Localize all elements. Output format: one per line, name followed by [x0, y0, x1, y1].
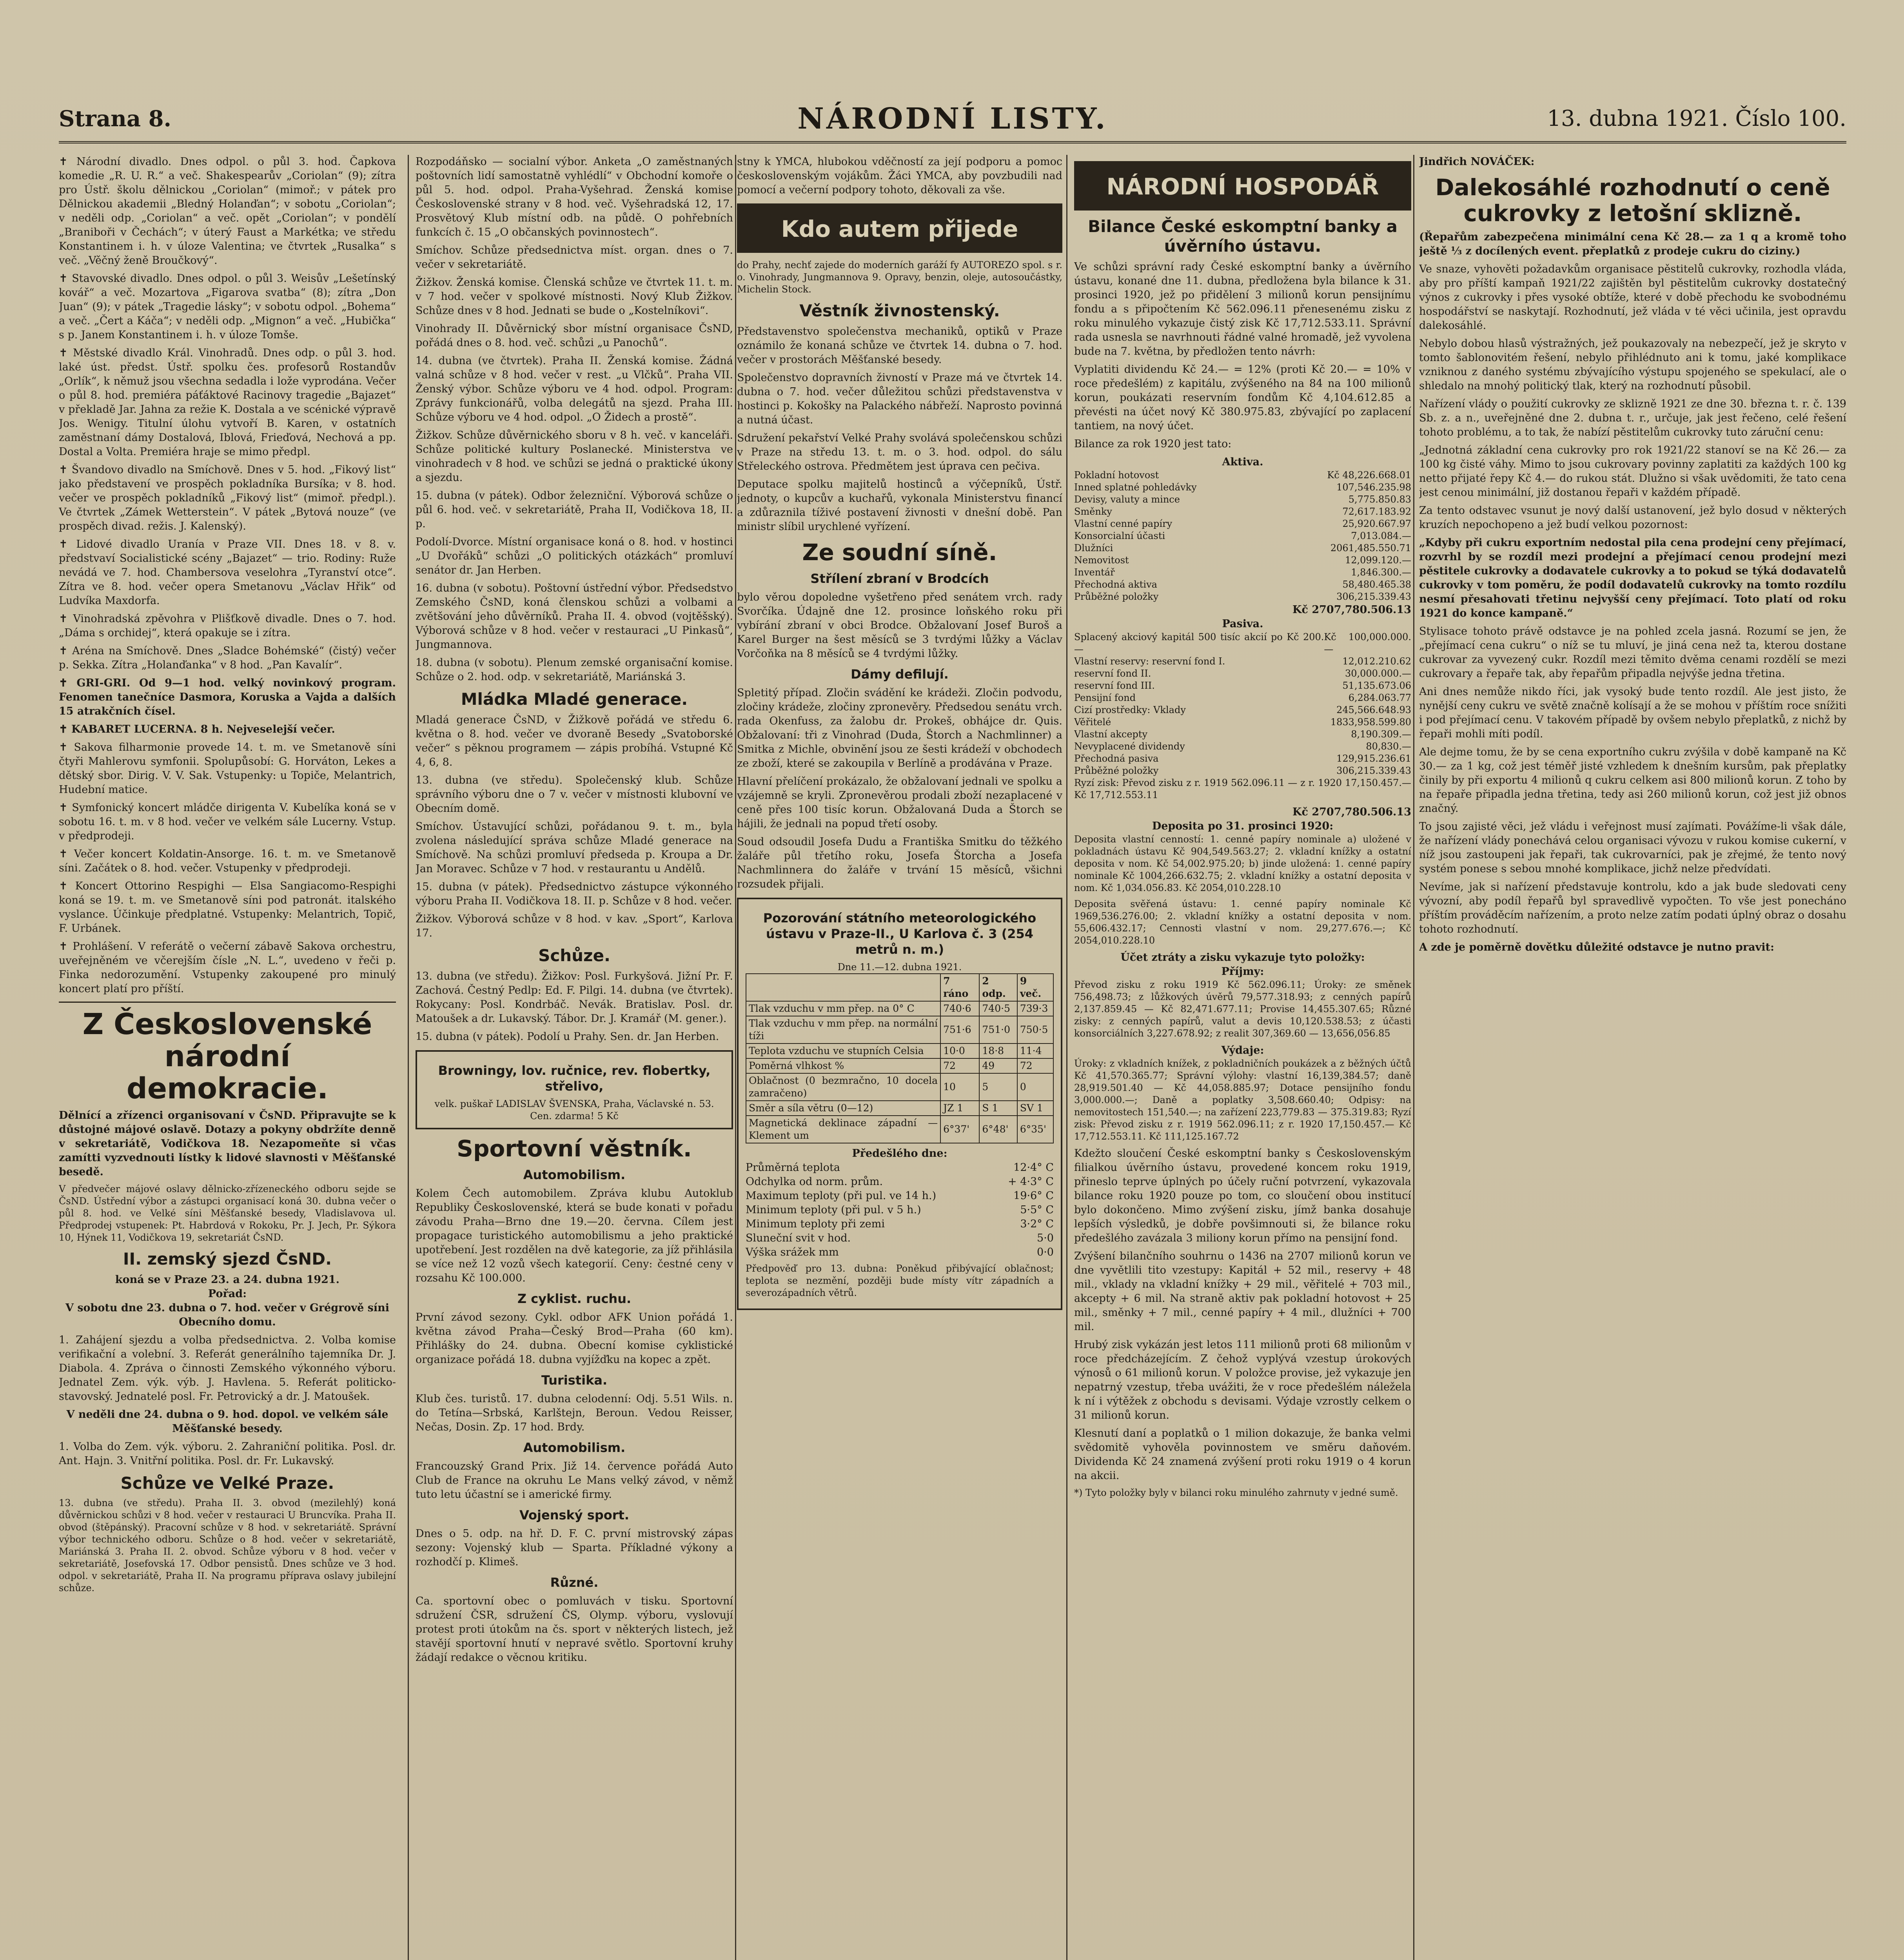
deposita-title: Deposita po 31. prosinci 1920:	[1152, 820, 1334, 832]
sport-turistika-text: Klub čes. turistů. 17. dubna celodenní: Odj. 5.51 Wils. n. do Tetína—Srbská, Karlštejn, Beroun. Vedou Reisser, Nečas, Dosin. Zp. 17 hod. Brdy.	[416, 1393, 733, 1433]
balance-value: Kč 100,000.000.—	[1324, 632, 1411, 655]
weather-date: Dne 11.—12. dubna 1921.	[837, 962, 962, 973]
article-paragraph: Ani dnes nemůže nikdo říci, jak vysoký bude tento rozdíl. Ale jest jisto, že nynější ceny cukru ve světě značně kolísají a že se mohou v příštím roce snížiti i pod přejímací cenu. V takovém případě by ovšem nebylo přeplatků, z nichž by řepaři mohli míti podíl.	[1419, 686, 1846, 740]
table-row	[1074, 655, 1411, 668]
weather-box	[737, 898, 1062, 1310]
notice-smichov-2: Smíchov. Ústavující schůzi, pořádanou 9. t. m., byla zvolena následující správa schůze Mladé generace na Smíchově. Na schůzi promluví předseda p. Kroupa a Dr. Jan Moravec. Schůze v 7 hod. v restaurantu u Andělů.	[416, 820, 733, 875]
weather-cell: 10	[940, 1073, 979, 1101]
weather-cell: 5	[979, 1073, 1017, 1101]
weather-cell: SV 1	[1017, 1101, 1053, 1116]
congress-sunday: V neděli dne 24. dubna o 9. hod. dopol. ve velkém sále Měšťanské besedy.	[66, 1408, 388, 1435]
sport-ruzne: Různé.	[550, 1575, 599, 1590]
column-economy	[1074, 155, 1411, 1960]
weather-label: Maximum teploty (při pul. ve 14 h.)	[746, 1190, 937, 1202]
weather-cell: 49	[979, 1058, 1017, 1073]
table-row	[1074, 481, 1411, 494]
aktiva-total: Kč 2707,780.506.13	[1292, 604, 1411, 616]
weather-value: 5·0	[1037, 1232, 1054, 1244]
weather-cell: 740·5	[979, 1001, 1017, 1016]
balance-value: 72,617.183.92	[1342, 506, 1411, 517]
footnote: *) Tyto položky byly v bilanci roku minulého zahrnuty v jedné sumě.	[1074, 1487, 1398, 1498]
weather-cell: 750·5	[1017, 1016, 1053, 1044]
ryzi-zisk: Ryzí zisk: Převod zisku z r. 1919 562.096.11 — z r. 1920 17,150.457.— Kč 17,712.553.11	[1074, 777, 1411, 800]
article-quote: „Jednotná základní cena cukrovky pro rok 1921/22 stanoví se na Kč 26.— za 100 kg čisté váhy. Mimo to jsou cukrovary povinny zaplatiti za každých 100 kg netto přijaté řepy Kč 4.— do rukou stát. Dlužno si však uvědomiti, že tato cena jest cenou minimální, již dostanou řepaři v každém případě.	[1419, 444, 1846, 499]
date-issue: 13. dubna 1921. Číslo 100.	[1547, 106, 1846, 131]
weather-cell: 751·6	[940, 1016, 979, 1044]
weather-previous-title: Předešlého dne:	[852, 1147, 947, 1160]
weather-forecast: Předpověď pro 13. dubna: Poněkud přibývající oblačnost; teplota se nezmění, později bude místy vítr západních a severozápadních větrů.	[746, 1263, 1054, 1298]
bank-balance-title: Bilance České eskomptní banky a úvěrního ústavu.	[1088, 217, 1398, 256]
sport-cyklist: Z cyklist. ruchu.	[517, 1291, 632, 1306]
sport-automobilism: Automobilism.	[523, 1167, 626, 1182]
weather-cell: Tlak vzduchu v mm přep. na normální tíži	[746, 1016, 940, 1044]
ad-autorezo-text: do Prahy, nechť zajede do moderních garáží fy AUTOREZO spol. s r. o. Vinohrady, Jungmannova 9. Opravy, benzin, oleje, autosoučástky, Michelin Stock.	[737, 260, 1062, 295]
article-vinohradska-zpevohra: ✝ Vinohradská zpěvohra v Plišťkově divadle. Dnes o 7. hod. „Dáma s orchidej“, která opakuje se i zítra.	[59, 613, 396, 639]
congress-subtitle: koná se v Praze 23. a 24. dubna 1921.	[115, 1274, 340, 1286]
table-row	[1074, 753, 1411, 765]
weather-cell: 18·8	[979, 1044, 1017, 1058]
article-lidove-divadlo: ✝ Lidové divadlo Uranía v Praze VII. Dnes 18. v 8. v. předstvaví Socialistické scény „Bajazet“ — trio. Rodiny: Ruže nevádá ve 7. hod. Chambersova veselohra „Tyranství otce“. Zítra ve 8. hod. večer opera Smetanovu „Václav Hřik“ od Ludvíka Maxdorfa.	[59, 538, 396, 607]
table-row	[1074, 579, 1411, 591]
congress-sunday-items: 1. Volba do Zem. výk. výboru. 2. Zahraniční politika. Posl. dr. Ant. Hajn. 3. Vnitřní politika. Posl. dr. Fr. Lukavský.	[59, 1441, 396, 1467]
weather-label: Odchylka od norm. prům.	[746, 1176, 883, 1188]
ad-autorezo	[737, 203, 1062, 253]
bank-commentary-3: Hrubý zisk vykázán jest letos 111 milionů proti 68 milionům v roce předcházejícím. Z čehož vyplývá vzestup úrokových výnosů o 61 milionů korun. V položce provise, jež vykazuje jen nepatrný vzestup, třeba uvážiti, že v roce předešlém náležela k ní i výtěžek z obchodu s devisami. Výdaje vzrostly celkem o 31 milionů korun.	[1074, 1339, 1411, 1421]
notice-smichov: Smíchov. Schůze předsednictva míst. organ. dnes o 7. večer v sekretariátě.	[416, 244, 733, 270]
schuze-title: Schůze ve Velké Praze.	[120, 1474, 334, 1493]
vydaje-title: Výdaje:	[1221, 1044, 1264, 1056]
column-theatre-party	[59, 155, 396, 1960]
table-row	[1074, 668, 1411, 680]
balance-label: Průběžné položky	[1074, 765, 1159, 776]
balance-label: Vlastní cenné papíry	[1074, 518, 1173, 529]
article-paragraph: Za tento odstavec vsunut je nový další ustanovení, jež bylo dosud v některých kruzích nepochopeno a jež budí velkou pozornost:	[1419, 505, 1846, 531]
weather-cell: S 1	[979, 1101, 1017, 1116]
balance-label: Inventář	[1074, 567, 1115, 578]
list-item	[746, 1175, 1054, 1189]
notice-plenum: 18. dubna (v sobotu). Plenum zemské organisační komise. Schůze o 2. hod. odp. v sekretariátě, Mariánská 3.	[416, 657, 733, 683]
ymca-text: stny k YMCA, hlubokou vděčností za její podporu a pomoc československým vojákům. Žáci YMCA, aby povzbudili nad pomocí a večerní podpory tohoto, děkovali za vše.	[737, 156, 1062, 196]
list-item	[746, 1217, 1054, 1231]
csnd-notice: Dělnící a zřízenci organisovaní v ČsND. Připravujte se k důstojné májové oslavě. Dotazy a pokyny obdržíte denně v sekretariátě, Vodičkova 18. Nezapomeňte si včas zamítti vyzvednouti lístky k lidové slavnosti v Měšťanské besedě.	[59, 1109, 396, 1178]
pasiva-title: Pasiva.	[1222, 618, 1263, 630]
weather-label: Průměrná teplota	[746, 1161, 840, 1174]
aktiva-title: Aktiva.	[1222, 456, 1263, 468]
column-party-sport	[416, 155, 733, 1960]
notice-rozpodansko: Rozpodáňsko — socialní výbor. Anketa „O zaměstnaných poštovních lidí samostatně vyhlédlí“ v Obchodní komoře o půl 5. hod. odpol. Praha-Vyšehrad. Ženská komise Československé strany v 8 hod. več. Vyšehradská 12, 17. Prosvětový Klub místní odb. na půdě. O pohřebních funkcích č. 15 „O občanských povinnostech“.	[416, 156, 733, 238]
weather-value: 0·0	[1037, 1246, 1054, 1258]
balance-label: Splacený akciový kapitál 500 tisíc akcií po Kč 200.—	[1074, 632, 1324, 655]
article-narodni-divadlo: ✝ Národní divadlo. Dnes odpol. o půl 3. hod. Čapkova komedie „R. U. R.“ a več. Shakespearův „Coriolan“ (9); zítra pro Ústř. školu dělnickou „Coriolan“ (mimoř.; v pátek pro Dělnickou akademii „Bledný Holanďan“; v sobotu „Coriolan“; v neděli odp. „Coriolan“ a več. opět „Coriolan“; v pondělí „Braniboři v Čechách“; v úterý Faust a Markétka; ve středu Konstantinem i. h. v úloze Valentina; ve čtvrtek „Rusalka“ s več. „Věčný ženě Broučkový“.	[59, 156, 396, 267]
prijmy-text: Převod zisku z roku 1919 Kč 562.096.11; Úroky: ze směnek 756,498.73; z lůžkových úvěrů 79,577.318.93; z cenných papírů 2,137.859.45 — Kč 82,471.677.11; Provise 14,455.307.65; Různé zisky: z cenných papírů, valut a devis 10,120.538.53; z účasti konsorciálních 3,227.678.92; z realit 307,369.60 — 13,656,056.85	[1074, 979, 1411, 1039]
weather-cell: 739·3	[1017, 1001, 1053, 1016]
balance-value: 7,013.084.—	[1351, 530, 1411, 541]
column-trade-court-weather	[737, 155, 1062, 1960]
weather-cell: 10·0	[940, 1044, 979, 1058]
bank-commentary-4: Klesnutí daní a poplatků o 1 milion dokazuje, že banka velmi svědomitě vyhověla povinnostem ve směru daňovém. Dividenda Kč 24 znamená zvýšení proti roku 1919 o 4 korun na akcii.	[1074, 1427, 1411, 1482]
bank-dividend: Vyplatiti dividendu Kč 24.— = 12% (proti Kč 20.— = 10% v roce předešlém) z kapitálu, zvýšeného na 84 na 100 milionů korun, poukázati reservním fondům Kč 4,104.612.85 a převésti na účet nový Kč 380.975.83, zbývající po zaplacení tantiem, na nový účet.	[1074, 363, 1411, 432]
article-paragraph: Nařízení vlády o použití cukrovky ze sklizně 1921 ze dne 30. března t. r. č. 139 Sb. z. a n., uveřejněné dne 2. dubna t. r., určuje, jak jest řečeno, celé řešení tohoto problému, a to tak, že nabízí pěstitelům cukrovky tuto záruční cenu:	[1419, 398, 1846, 438]
weather-cell: JZ 1	[940, 1101, 979, 1116]
program-label: Pořad:	[208, 1288, 247, 1300]
weather-cell: Tlak vzduchu v mm přep. na 0° C	[746, 1001, 940, 1016]
mlada-generace-title: Mládka Mladé generace.	[461, 690, 688, 709]
balance-value: 25,920.667.97	[1342, 518, 1411, 529]
section-title-csnd: Z Československé národní demokracie.	[82, 1007, 372, 1105]
table-row	[1074, 704, 1411, 716]
table-row	[746, 1116, 1053, 1143]
deposita-text-2: Deposita svěřená ústavu: 1. cenné papíry nominale Kč 1969,536.276.00; 2. vkladní knížky a ostatní deposita v nom. 55,606.432.17; Cennosti vlastní v nom. 29,277.676.—; Kč 2054,010.228.10	[1074, 898, 1411, 946]
table-row	[1074, 692, 1411, 704]
weather-cell: Magnetická deklinace západní — Klement um	[746, 1116, 940, 1143]
ad-browningy-text: velk. puškař LADISLAV ŠVENSKA, Praha, Václavské n. 53. Cen. zdarma! 5 Kč	[434, 1098, 714, 1122]
table-row	[1074, 506, 1411, 518]
prijmy-title: Příjmy:	[1221, 965, 1264, 978]
page-number: Strana 8.	[59, 106, 172, 132]
balance-label: Cizí prostředky: Vklady	[1074, 704, 1186, 715]
balance-value: 107,546.235.98	[1336, 482, 1411, 493]
article-symfonicky-koncert: ✝ Symfonický koncert mládče dirigenta V. Kubelíka koná se v sobotu 16. t. m. v 8 hod. večer ve velkém sále Lucerny. Vstup. v předprodeji.	[59, 802, 396, 842]
balance-value: 306,215.339.43	[1336, 765, 1411, 776]
sport-ruzne-text: Ca. sportovní obec o pomluvách v tisku. Sportovní sdružení ČSR, sdružení ČS, Olymp. výboru, vyslovují protest proti útokům na čs. sport v některých listech, jež stavějí sportovní hnutí v nepravé světlo. Sportovní kruhy žádají redakce o věcnou kritiku.	[416, 1595, 733, 1664]
weather-cell: Oblačnost (0 bezmračno, 10 docela zamračeno)	[746, 1073, 940, 1101]
weather-cell: 72	[940, 1058, 979, 1073]
ad-browningy	[416, 1050, 733, 1129]
bank-commentary-1: Kdežto sloučení České eskomptní banky s Československým filialkou úvěrního ústavu, provedené koncem roku 1919, přineslo teprve úplných po účely ruční potvrzení, vykazovala bilance roku 1920 pouze po tom, co sloučení obou institucí bylo dokončeno. Mimo zvýšení zisku, jímž banka dosahuje lepších výsledků, je dobře povšimnouti si, že bilance roku předešlého zavázala 3 miliony korun přímo na pensijní fond.	[1074, 1147, 1411, 1244]
balance-label: Nevyplacené dividendy	[1074, 741, 1185, 752]
article-stavovske-divadlo: ✝ Stavovské divadlo. Dnes odpol. o půl 3. Weisův „Lešetínský kovář“ a več. Mozartova „Figarova svatba“ (8); zítra „Don Juan“ (9); v pátek „Tragedie lásky“; v sobotu odpol. „Bohema“ a več. „Čert a Káča“; v neděli odp. „Mignon“ a več. „Hubička“ s p. Janem Konstantinem i. h. v úloze Tomše.	[59, 272, 396, 341]
weather-cell: 6°48'	[979, 1116, 1017, 1143]
balance-label: Devisy, valuty a mince	[1074, 494, 1180, 505]
column-rule	[735, 155, 736, 1960]
weather-cell: 6°35'	[1017, 1116, 1053, 1143]
list-item	[746, 1203, 1054, 1217]
vestnik-mechanici: Představenstvo společenstva mechaniků, optiků v Praze oznámilo že konaná schůze ve čtvrtek 14. dubna o 7. hod. večer v prostorách Měšťanské besedy.	[737, 325, 1062, 366]
table-row	[1074, 631, 1411, 655]
balance-value: 12,099.120.—	[1345, 555, 1411, 566]
table-row	[746, 1101, 1053, 1116]
deposita-text: Deposita vlastní cenností: 1. cenné papíry nominale a) uložené v pokladnách ústavu Kč 904,549.563.27; 2. vkladní knížky a ostatní deposita v nom. Kč 54,002.975.20; b) jinde uložená: 1. cenné papíry nominale Kč 1004,266.632.75; 2. vkladní knížky a ostatní deposita v nom. Kč 1,034.056.83. Kč 2054,010.228.10	[1074, 834, 1411, 893]
article-paragraph: Nebylo dobou hlasů výstražných, jež poukazovaly na nebezpečí, jež je skryto v tomto šablonovitém řešení, nebylo přihlédnuto ani k tomu, jaké komplikace vzniknou z daného systému zbývajícího výstupu spojeného se spekulací, ale o shledalo na mnohý politický tlak, který na rozhodnutí působil.	[1419, 338, 1846, 392]
balance-label: Dlužníci	[1074, 543, 1113, 554]
weather-col-head: 9 več.	[1017, 974, 1053, 1001]
weather-cell: 6°37'	[940, 1116, 979, 1143]
table-row	[1074, 494, 1411, 506]
soud-subtitle: Střílení zbraní v Brodcích	[810, 571, 989, 586]
ad-browningy-title: Browningy, lov. ručnice, rev. flobertky, střelivo,	[438, 1063, 711, 1094]
article-paragraph: Stylisace tohoto právě odstavce je na pohled zcela jasná. Rozumí se jen, že „přejímací cena cukru“ o níž se tu mluví, je jiná cena než ta, kterou dostane cukrovar za vyvezený cukr. Rozdíl mezi těmito dvěma cenami rozdělí se mezi cukrovary a řepaře tak, aby řepařům připadla nejvýše jedna třetina.	[1419, 625, 1846, 680]
notice-mlada-generace: Mladá generace ČsND, v Žižkově pořádá ve středu 6. května o 8. hod. večer ve dvoraně Besedy „Svatoborské večer“ s pěknou programem — zápis probíhá. Vstupné Kč 4, 6, 8.	[416, 714, 733, 768]
balance-value: 80,830.—	[1366, 741, 1411, 752]
notice-16-dubna: 16. dubna (v sobotu). Poštovní ústřední výbor. Předsedstvo Zemského ČsND, koná členskou schůzi a volbami a zvětšování jeho důvěrníků. Praha II. 4. obvod (vojtěšský). Výborová schůze v 8 hod. večer v restauraci „U Pinkasů“, Jungmannova.	[416, 582, 733, 651]
balance-label: Vlastní akcepty	[1074, 729, 1148, 740]
balance-value: 306,215.339.43	[1336, 591, 1411, 602]
balance-value: 8,190.309.—	[1351, 729, 1411, 740]
damy-title: Dámy defilují.	[851, 667, 949, 682]
notice-podoli: Podolí-Dvorce. Místní organisace koná o 8. hod. v hostinci „U Dvořáků“ schůzi „O politických otázkách“ promluví senátor dr. Jan Herben.	[416, 536, 733, 576]
balance-label: Nemovitost	[1074, 555, 1129, 566]
table-row	[1074, 728, 1411, 740]
weather-cell: 0	[1017, 1073, 1053, 1101]
ad-autorezo-title: Kdo autem přijede	[781, 216, 1018, 242]
balance-label: Průběžné položky	[1074, 591, 1159, 602]
weather-cell: 740·6	[940, 1001, 979, 1016]
weather-table	[746, 973, 1054, 1143]
table-row	[1074, 765, 1411, 777]
table-row	[1074, 542, 1411, 554]
balance-value: 5,775.850.83	[1348, 494, 1411, 505]
notice-15-dubna: 15. dubna (v pátek). Odbor železniční. Výborová schůze o půl 6. hod. več. v sekretariátě, Praha II, Vodičkova 18, II. p.	[416, 490, 733, 530]
article-koncert-ansorge: ✝ Večer koncert Koldatin-Ansorge. 16. t. m. ve Smetanově síni. Začátek o 8. hod. večer. Vstupenky v předprodeji.	[59, 848, 396, 874]
table-row	[746, 1016, 1053, 1044]
article-paragraph: Ale dejme tomu, že by se cena exportního cukru zvýšila v době kampaně na Kč 30.— za 1 kg, což jest téměř jisté vzhledem k dnešním kursům, pak přeplatky činily by při exportu 4 milionů q cukru celkem asi 800 milionů korun. Z toho by na řepaře připadla jedna třetina, tedy asi 260 milionů korun, což jest již obnos značný.	[1419, 746, 1846, 815]
article-svandovo-divadlo: ✝ Švandovo divadlo na Smíchově. Dnes v 5. hod. „Fikový list“ jako představení ve prospěch pokladníka Bursíka; v 8. hod. večer ve prospěch pokladníků „Fikový list“ (mimoř. předpl.). Ve čtvrtek „Zámek Wetterstein“. V pátek „Bytová nouze“ (ve prospěch divad. režis. J. Kalenský).	[59, 464, 396, 532]
column-rule	[1066, 155, 1067, 1960]
table-row	[1074, 469, 1411, 481]
table-row	[746, 1044, 1053, 1058]
vydaje-text: Úroky: z vkladních knížek, z pokladničních poukázek a z běžných účtů Kč 41,570.365.77; Správní výlohy: vlastní 16,139,384.57; daně 28,919.501.40 — Kč 44,058.885.97; Dotace pensijního fondu 3,000.000.—; Daně a poplatky 3,508.660.40; Odpisy: na nemovitostech 151,540.—; na zařízení 223,779.83 — 375.319.83; Ryzí zisk: Převod zisku z r. 1919 562.096.11; z r. 1920 17,150.457.— Kč 17,712.553.11. Kč 111,125.167.72	[1074, 1058, 1411, 1142]
vestnik-pekari: Sdružení pekařství Velké Prahy svolává společenskou schůzi v Praze na středu 13. t. m. o 3. hod. odpol. do sálu Střeleckého ostrova. Předmětem jest úprava cen pečiva.	[737, 432, 1062, 472]
ucet-title: Účet ztráty a zisku vykazuje tyto položky:	[1120, 951, 1365, 964]
soud-brodce: bylo věrou dopoledne vyšetřeno před senátem vrch. rady Svorčíka. Údajně dne 12. prosince loňského roku při vybírání zbraní v obci Brodce. Obžalovaní Josef Buroš a Karel Burger na šest měsíců se 3 tvrdými lůžky a Václav Vorčoňka na 8 měsíců se 4 tvrdými lůžky.	[737, 591, 1062, 660]
article-paragraph: A zde je poměrně dovětku důležité odstavce je nutno pravit:	[1419, 941, 1774, 953]
table-row	[1074, 530, 1411, 542]
article-quote-bold: „Kdyby při cukru exportním nedostal pila cena prodejní ceny přejímací, rozvrhl by se rozdíl mezi prodejní a přejímací cenou prodejní mezi pěstitele cukrovky a dodavatele cukrovky a to pokud se týká dodavatelů cukrovky v tom poměru, že podíl dodavatelů cukrovky na tomto rozdílu nesmí přesahovati třetinu nejvyšší ceny přejímací. Toto platí od roku 1921 do konce kampaně.“	[1419, 537, 1846, 619]
weather-label: Minimum teploty (při pul. v 5 h.)	[746, 1204, 921, 1216]
notice-14-dubna: 14. dubna (ve čtvrtek). Praha II. Ženská komise. Žádná valná schůze v 8 hod. večer v rest. „u Vlčků“. Praha VII. Ženský výbor. Schůze výboru ve 4 hod. odpol. Program: Zprávy funkcionářů, volba delegátů na sjezd. Praha III. Schůze výboru ve 4 hod. odpol. „O Židech a prostě“.	[416, 355, 733, 423]
notice-vinohrady: Vinohrady II. Důvěrnický sbor místní organisace ČsND, pořádá dnes o 8. hod. več. schůzi „u Panochů“.	[416, 323, 733, 349]
damy-text-3: Soud odsoudil Josefa Dudu a Františka Smitku do těžkého žaláře půl třetího roku, Josefa Štorcha a Josefa Nachmlinnera do žaláře v trvání 15 měsíců, všichni rozsudek přijali.	[737, 836, 1062, 890]
sport-vojensky-text: Dnes o 5. odp. na hř. D. F. C. první mistrovský zápas sezony: Vojenský klub — Sparta. Příkladné výkony a rozhodčí p. Klimeš.	[416, 1528, 733, 1568]
table-row	[1074, 566, 1411, 579]
vestnik-doprava: Společenstvo dopravních živností v Praze má ve čtvrtek 14. dubna o 7. hod. večer důležitou schůzi představenstva v hostinci p. Kokošky na Palackého nábřeží. Naprosto povinná a nutná účast.	[737, 372, 1062, 426]
balance-label: Přechodná aktiva	[1074, 579, 1157, 590]
congress-title: II. zemský sjezd ČsND.	[123, 1249, 332, 1269]
balance-value: 12,012.210.62	[1342, 656, 1411, 667]
weather-value: 3·2° C	[1020, 1218, 1054, 1230]
weather-cell: 751·0	[979, 1016, 1017, 1044]
balance-value: 6,284.063.77	[1348, 692, 1411, 703]
weather-col-head: 7 ráno	[940, 974, 979, 1001]
weather-cell: 11·4	[1017, 1044, 1053, 1058]
balance-value: 51,135.673.06	[1342, 680, 1411, 691]
schuze-list: 13. dubna (ve středu). Praha II. 3. obvod (mezilehlý) koná důvěrnickou schůzi v 8 hod. večer v restauraci U Bruncvíka. Praha II. obvod (štěpánský). Pracovní schůze v 8 hod. v sekretariátě. Správní výbor technického odboru. Schůze o 8 hod. večer v sekretariátě, Mariánská 3. Praha II. 2. obvod. Schůze výboru v 8 hod. večer v sekretariátě, Josefovská 17. Odbor pensistů. Dnes schůze ve 3 hod. odpol. v sekretariátě, Praha II. Na programu příprava oslavy jubilejní schůze.	[59, 1497, 396, 1593]
weather-col-head	[746, 974, 940, 1001]
schuze-speakers: 13. dubna (ve středu). Žižkov: Posl. Furkyšová. Jižní Pr. F. Zachová. Čestný Pedlp: Ed. F. Pilgi. 14. dubna (ve čtvrtek). Rokycany: Posl. Kondrbáč. Nevák. Bratislav. Posl. dr. Matoušek a dr. Lukavský. Tábor. Dr. J. Kramář (M. gener.).	[416, 970, 733, 1025]
notice-predsednictvo: 15. dubna (v pátek). Předsednictvo zástupce výkonného výboru Praha II. Vodičkova 18. II. p. Schůze v 8 hod. večer.	[416, 881, 733, 907]
balance-label: Inned splatné pohledávky	[1074, 482, 1197, 493]
balance-value: Kč 48,226.668.01	[1327, 470, 1411, 481]
sport-automobilism-2: Automobilism.	[523, 1440, 626, 1455]
weather-cell: 72	[1017, 1058, 1053, 1073]
weather-col-head: 2 odp.	[979, 974, 1017, 1001]
weather-label: Výška srážek mm	[746, 1246, 839, 1258]
divider	[59, 1002, 396, 1003]
article-koncert-respighi: ✝ Koncert Ottorino Respighi — Elsa Sangiacomo-Respighi koná se 19. t. m. ve Smetanově síni pod patronát. italského vyslance. Účinkuje předplatné. Vstupenky: Melantrich, Topič, F. Urbánek.	[59, 880, 396, 935]
column-rule	[408, 155, 409, 1960]
article-prohlaseni: ✝ Prohlášení. V referátě o večerní zábavě Sakova orchestru, uveřejněném ve včerejším čísle „N. L.“, uvedeno v řeči p. Finka nedorozumění. Vstupenky zakoupené pro minulý koncert platí pro příští.	[59, 940, 396, 995]
table-row	[1074, 554, 1411, 566]
weather-cell: Poměrná vlhkost %	[746, 1058, 940, 1073]
article-paragraph: To jsou zajisté věci, jež vládu i veřejnost musí zajímati. Povážíme-li však dále, že nařízení vlády ponechává celou organisaci vývozu v rukou komise cukerní, v níž jsou zastoupeni jak řepaři, tak cukrovarníci, pak je zřejmé, že tento nový systém ponese s sebou mnohé komplikace, jichž nelze předvídati.	[1419, 820, 1846, 875]
weather-cell: Teplota vzduchu ve stupních Celsia	[746, 1044, 940, 1058]
newspaper-title: NÁRODNÍ LISTY.	[797, 102, 1108, 136]
schuze-title-2: Schůze.	[538, 946, 610, 965]
sport-kolem-cech: Kolem Čech automobilem. Zpráva klubu Autoklub Republiky Československé, která se bude konati v pořadu závodu Praha—Brno dne 19.—20. června. Cílem jest propagace turistického automobilismu a jeho praktické upotřebení. Jest rozdělen na dvě kategorie, za jíž přihlásila se více než 12 vozů všech kategorií. Ceny: čestné ceny v rozsahu Kč 100.000.	[416, 1187, 733, 1284]
notice-zizkov-3: Žižkov. Výborová schůze v 8 hod. v kav. „Sport“, Karlova 17.	[416, 913, 733, 939]
balance-label: Pokladní hotovost	[1074, 470, 1159, 481]
notice-zizkov: Žižkov. Ženská komise. Členská schůze ve čtvrtek 11. t. m. v 7 hod. večer v spolkové místnosti. Nový Klub Žižkov. Schůze dnes v 8 hod. Jednati se bude o „Kostelníkovi“.	[416, 276, 733, 317]
damy-text-1: Spletitý případ. Zločin svádění ke krádeži. Zločin podvodu, zločiny krádeže, zločiny zpronevěry. Předsedou senátu vrch. rada Okenfuss, za žalobu dr. Prokeš, obhájce dr. Quis. Obžalovaní: tři z Vinohrad (Duda, Štorch a Nachmlinner) a Smitka z Michle, obvinění jsou ze šesti krádeží v obchodech ze zboží, které se zakoupila v Berlíně a prodávána v Praze.	[737, 687, 1062, 769]
bank-balance-lead: Bilance za rok 1920 jest tato:	[1074, 438, 1232, 450]
schuze-podoli: 15. dubna (v pátek). Podolí u Prahy. Sen. dr. Jan Herben.	[416, 1031, 719, 1043]
balance-label: Konsorcialní účasti	[1074, 530, 1165, 541]
congress-saturday-items: 1. Zahájení sjezdu a volba předsednictva. 2. Volba komise verifikační a volební. 3. Referát generálního tajemníka Dr. J. Diabola. 4. Zpráva o činnosti Zemského výkonného výboru. Jednatel Zem. výk. výb. J. Havlena. 5. Referát politicko-stavovský. Jednatelé posl. Fr. Petrovický a dr. J. Matoušek.	[59, 1334, 396, 1403]
list-item	[746, 1161, 1054, 1175]
congress-saturday: V sobotu dne 23. dubna o 7. hod. večer v Grégrově síni Obecního domu.	[65, 1302, 390, 1328]
table-row	[746, 1001, 1053, 1016]
article-title-cukrovka: Dalekosáhlé rozhodnutí o ceně cukrovky z letošní sklizně.	[1435, 174, 1830, 227]
sport-cyklist-text: První závod sezony. Cykl. odbor AFK Union pořádá 1. května závod Praha—Český Brod—Praha (60 km). Přihlášky do 24. dubna. Obecní komise cyklistické organizace pořádá 18. dubna vyjížďku na kopec a zpět.	[416, 1311, 733, 1366]
weather-cell: Směr a síla větru (0—12)	[746, 1101, 940, 1116]
table-row	[1074, 518, 1411, 530]
balance-value: 2061,485.550.71	[1330, 543, 1411, 554]
weather-label: Minimum teploty při zemi	[746, 1218, 885, 1230]
table-row	[1074, 716, 1411, 728]
weather-value: 19·6° C	[1013, 1190, 1054, 1202]
balance-label: Přechodná pasiva	[1074, 753, 1159, 764]
masthead	[59, 98, 1846, 143]
csnd-oslava: V předvečer májové oslavy dělnicko-zřízeneckého odboru sejde se ČsND. Ústřední výbor a zástupci organisací koná 30. dubna večer o půl 8. hod. ve Velké síni Měšťanské besedy, Vladislavova ul. Předprodej vstupenek: Pt. Habrdová v Rokoku, Pr. J. Jech, Pr. Sýkora 10, Hýnek 11, Vodičkova 19, sekretariát ČsND.	[59, 1183, 396, 1243]
bank-intro: Ve schůzi správní rady České eskomptní banky a úvěrního ústavu, konané dne 11. dubna, předložena byla bilance k 31. prosinci 1920, jež po přidělení 3 milionů korun pensijnímu fondu a s připočtením Kč 562.096.11 přenesenému zisku z roku minulého vykazuje čistý zisk Kč 17,712.533.11. Správní rada usnesla se navrhnouti řádné valné hromadě, jež vyvolena bude na 7. května, by předložen tento návrh:	[1074, 261, 1411, 358]
article-lead: (Řepařům zabezpečena minimální cena Kč 28.— za 1 q a kromě toho ještě ⅓ z docílených event. přeplatků z prodeje cukru do ciziny.)	[1419, 231, 1846, 257]
weather-value: 5·5° C	[1020, 1204, 1054, 1216]
article-author: Jindřich NOVÁČEK:	[1419, 156, 1535, 168]
article-arena: ✝ Aréna na Smíchově. Dnes „Sladce Bohémské“ (čistý) večer p. Sekka. Zítra „Holanďanka“ v 8 hod. „Pan Kavalír“.	[59, 645, 396, 671]
bank-commentary-2: Zvýšení bilančního souhrnu o 1436 na 2707 milionů korun ve dne vyvětlili tito vzestupy: Kapitál + 52 mil., reservy + 48 mil., vklady na vkladní knížky + 29 mil., věřitelé + 703 mil., akcepty + 6 mil. Na straně aktiv pak pokladní hotovost + 25 mil., směnky + 7 mil., cenné papíry + 4 mil., dlužníci + 700 mil.	[1074, 1250, 1411, 1333]
section-narodni-hospodar	[1074, 161, 1411, 211]
balance-value: 245,566.648.93	[1336, 704, 1411, 715]
balance-value: 30,000.000.—	[1345, 668, 1411, 679]
balance-label: Směnky	[1074, 506, 1112, 517]
balance-value: 1833,958.599.80	[1330, 717, 1411, 728]
notice-zizkov-2: Žižkov. Schůze důvěrnického sboru v 8 h. več. v kanceláři. Schůze politické kultury Poslanecké. Ministerstva ve vinohradech v 8 hod. ve schůzi se jedná o praktické úkony a sjezdu.	[416, 429, 733, 484]
balance-label: Vlastní reservy: reservní fond I.	[1074, 656, 1225, 667]
weather-title: Pozorování státního meteorologického ústavu v Praze-II., U Karlova č. 3 (254 metrů n. m.)	[763, 911, 1036, 957]
weather-value: 12·4° C	[1013, 1161, 1054, 1174]
column-sugar-article	[1419, 155, 1846, 1960]
section-title-hospodar: NÁRODNÍ HOSPODÁŘ	[1106, 173, 1379, 200]
list-item	[746, 1245, 1054, 1259]
weather-value: + 4·3° C	[1008, 1176, 1054, 1188]
balance-label: reservní fond III.	[1074, 680, 1155, 691]
article-paragraph: Ve snaze, vyhověti požadavkům organisace pěstitelů cukrovky, rozhodla vláda, aby pro příští kampaň 1921/22 zajištěn byl pěstitelům cukrovky dostatečný výnos z cukrovky i přes vysoké obtíže, které v době přechodu ke svobodnému hospodářství se naskytají. Rozhodnutí, jež vláda v té věci učinila, jest opravdu dalekosáhlé.	[1419, 263, 1846, 332]
table-row	[1074, 740, 1411, 753]
balance-label: Věřitelé	[1074, 717, 1111, 728]
soud-title: Ze soudní síně.	[802, 539, 997, 566]
column-rule	[1413, 155, 1414, 1960]
balance-label: Pensijní fond	[1074, 692, 1136, 703]
weather-label: Sluneční svit v hod.	[746, 1232, 851, 1244]
balance-value: 1,846.300.—	[1351, 567, 1411, 578]
balance-label: reservní fond II.	[1074, 668, 1151, 679]
table-row	[1074, 680, 1411, 692]
sport-section-title: Sportovní věstník.	[457, 1135, 692, 1162]
article-mestske-divadlo: ✝ Městské divadlo Král. Vinohradů. Dnes odp. o půl 3. hod. laké úst. předst. Ústř. spolku čes. profesorů Rostandův „Orlík“, k němuž jsou všechna sedadla i lože vyprodána. Večer o půl 8. hod. premiéra páťáktové Racinovy tragedie „Bajazet“ v překladě Jar. Jahna za režie K. Dostala a ve scénické výpravě Jos. Wenigy. Titulní úlohu vytvoří B. Karen, v ostatních zaměstnaní dámy Dostalová, Iblová, Frieďová, Nechová a pp. Dostal a Volta. Premiéra hraje se mimo předpl.	[59, 347, 396, 458]
list-item	[746, 1231, 1054, 1245]
sport-grand-prix: Francouzský Grand Prix. Již 14. července pořádá Auto Club de France na okruhu Le Mans velký závod, v němž tuto letu účastní se i americké firmy.	[416, 1460, 733, 1501]
ad-kabaret-lucerna: ✝ KABARET LUCERNA. 8 h. Nejveselejší večer.	[59, 723, 335, 735]
article-paragraph: Nevíme, jak si nařízení představuje kontrolu, kdo a jak bude sledovati ceny vývozní, aby podíl řepařů byl spravedlivě vypočten. To vše jest ponecháno příštím prováděcím nařízením, a proto nelze zatím podati úplný obraz o dosahu tohoto rozhodnutí.	[1419, 881, 1846, 935]
sport-turistika: Turistika.	[541, 1373, 608, 1388]
damy-text-2: Hlavní přelíčení prokázalo, že obžalovaní jednali ve spolku a vzájemně se kryli. Zpronevěrou prodali zboží nezaplacené v ceně přes 100 tisíc korun. Obžalovaná Duda a Štorch se hájili, že jednali na popud třetí osoby.	[737, 775, 1062, 830]
pasiva-total: Kč 2707,780.506.13	[1292, 806, 1411, 818]
vestnik-deputace: Deputace spolku majitelů hostinců a výčepníků, Ústř. jednoty, o kupcův a kuchařů, vykonala Ministerstvu financí a zdůraznila tíživé postavení živnosti v dnešní době. Pan ministr slíbil urychlené vyřízení.	[737, 478, 1062, 533]
ad-gri-gri: ✝ GRI-GRI. Od 9—1 hod. velký novinkový program. Fenomen tanečníce Dasmora, Koruska a Vajda a dalších 15 atrakčních čísel.	[59, 677, 396, 717]
article-filharmonie: ✝ Sakova filharmonie provede 14. t. m. ve Smetanově síni čtyři Mahlerovu symfonii. Spolupůsobí: G. Horváton, Lekes a dětský sbor. Dirig. V. V. Sak. Vstupenky: u Topiče, Melantrich, Hudební matice.	[59, 741, 396, 796]
sport-vojensky: Vojenský sport.	[519, 1508, 629, 1523]
balance-value: 58,480.465.38	[1342, 579, 1411, 590]
table-row	[1074, 591, 1411, 603]
balance-value: 129,915.236.61	[1336, 753, 1411, 764]
table-row	[746, 1058, 1053, 1073]
table-row	[746, 1073, 1053, 1101]
list-item	[746, 1189, 1054, 1203]
vestnik-title: Věstník živnostenský.	[799, 301, 1000, 320]
notice-spolecensky-klub: 13. dubna (ve středu). Společenský klub. Schůze správního výboru dne o 7 v. večer v místnosti klubovní ve Obecním domě.	[416, 774, 733, 815]
